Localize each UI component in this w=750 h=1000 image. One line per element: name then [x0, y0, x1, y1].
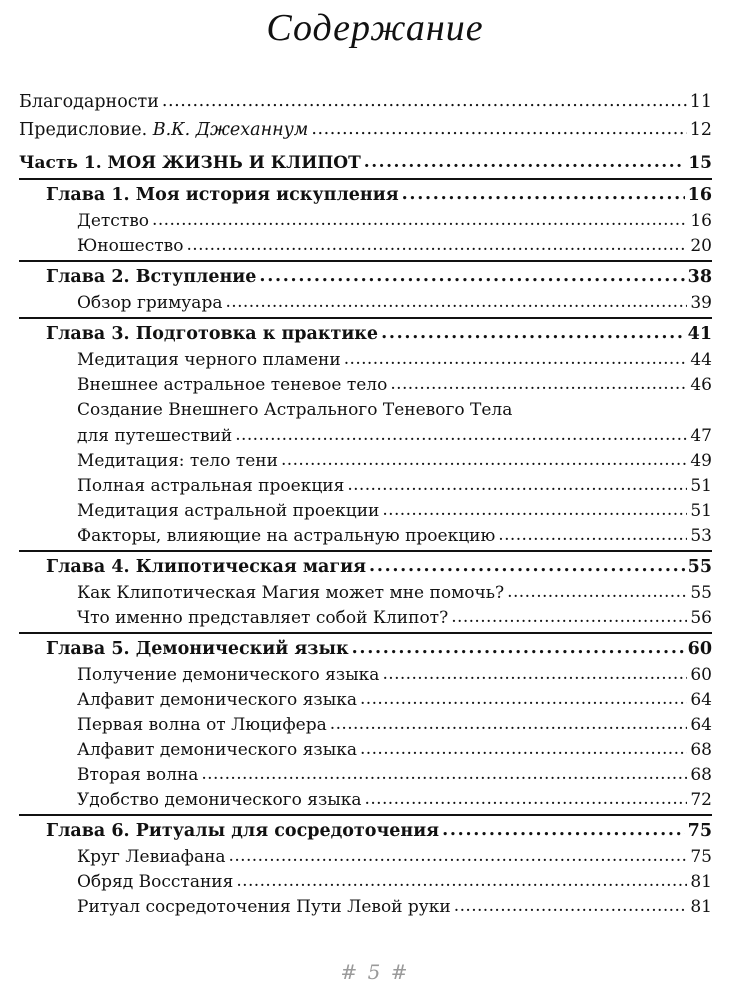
preface-author: В.К. Джеханнум	[152, 120, 309, 140]
toc-page-number: 39	[690, 293, 712, 313]
toc-page-number: 51	[690, 501, 712, 521]
toc-page-number: 75	[690, 847, 712, 867]
toc-chapter-3[interactable]	[19, 317, 712, 349]
toc-section[interactable]	[19, 689, 712, 714]
toc-section[interactable]	[19, 789, 712, 814]
toc-section[interactable]	[19, 896, 712, 921]
dot-leader	[330, 713, 688, 735]
dot-leader	[152, 209, 687, 231]
toc-section-label: Внешнее астральное теневое тело	[77, 375, 388, 395]
toc-page-number: 55	[690, 583, 712, 603]
dot-leader	[442, 815, 685, 845]
toc-page-number: 68	[690, 740, 712, 760]
dot-leader	[236, 870, 687, 892]
toc-chapter-6[interactable]	[19, 814, 712, 846]
dot-leader	[381, 318, 685, 348]
toc-section[interactable]	[19, 292, 712, 317]
toc-section[interactable]	[19, 714, 712, 739]
toc-part-1[interactable]	[19, 148, 712, 178]
dot-leader	[390, 373, 687, 395]
toc-section[interactable]	[19, 582, 712, 607]
toc-section-label: Юношество	[77, 236, 184, 256]
toc-page-number: 11	[689, 92, 712, 112]
toc-section-wrapped-line[interactable]	[19, 399, 712, 425]
toc-page-number: 53	[690, 526, 712, 546]
dot-leader	[201, 763, 687, 785]
toc-section-label: Вторая волна	[77, 765, 199, 785]
toc-page-number: 15	[688, 153, 712, 173]
dot-leader	[235, 424, 687, 446]
dot-leader	[360, 738, 687, 760]
toc-chapter-5[interactable]	[19, 632, 712, 664]
toc-page-number: 64	[690, 690, 712, 710]
dot-leader	[382, 663, 687, 685]
dot-leader	[229, 845, 688, 867]
toc-section[interactable]	[19, 374, 712, 399]
toc-section[interactable]	[19, 846, 712, 871]
toc-section-label: Что именно представляет собой Клипот?	[77, 608, 449, 628]
dot-leader	[369, 551, 685, 581]
table-of-contents	[19, 88, 712, 921]
toc-page-number: 20	[690, 236, 712, 256]
toc-page-number: 56	[690, 608, 712, 628]
toc-section-label: Медитация: тело тени	[77, 451, 278, 471]
dot-leader	[225, 291, 687, 313]
toc-page-number: 12	[689, 120, 712, 140]
toc-section[interactable]	[19, 500, 712, 525]
preface-title: Предисловие.	[19, 120, 153, 140]
toc-section[interactable]	[19, 450, 712, 475]
toc-page-number: 44	[690, 350, 712, 370]
toc-chapter-2[interactable]	[19, 260, 712, 292]
toc-section[interactable]	[19, 210, 712, 235]
toc-page-number: 75	[687, 821, 712, 841]
toc-chapter-1[interactable]	[19, 178, 712, 210]
toc-page-number: 55	[687, 557, 712, 577]
toc-section-label: Полная астральная проекция	[77, 476, 345, 496]
toc-chapter-label: Глава 1. Моя история искупления	[46, 185, 399, 205]
dot-leader	[259, 261, 684, 291]
dot-leader	[402, 179, 685, 209]
dot-leader	[364, 147, 686, 177]
dot-leader	[365, 788, 688, 810]
toc-section[interactable]	[19, 664, 712, 689]
toc-section-label: Факторы, влияющие на астральную проекцию	[77, 526, 496, 546]
toc-chapter-label: Глава 4. Клипотическая магия	[46, 557, 367, 577]
toc-entry-label	[19, 116, 308, 144]
toc-page-number: 81	[690, 897, 712, 917]
toc-section-label: Получение демонического языка	[77, 665, 380, 685]
toc-chapter-label: Глава 6. Ритуалы для сосредоточения	[46, 821, 440, 841]
dot-leader	[162, 87, 687, 115]
dot-leader	[498, 524, 687, 546]
toc-section[interactable]	[19, 764, 712, 789]
toc-section[interactable]	[19, 739, 712, 764]
toc-part-label: Часть 1. МОЯ ЖИЗНЬ И КЛИПОТ	[19, 153, 361, 173]
dot-leader	[451, 606, 687, 628]
toc-page-number: 64	[690, 715, 712, 735]
toc-page-number: 47	[690, 426, 712, 446]
toc-page-number: 16	[687, 185, 712, 205]
toc-section[interactable]	[19, 871, 712, 896]
toc-section-label: Создание Внешнего Астрального Теневого Тела	[77, 400, 513, 420]
toc-page-number: 49	[690, 451, 712, 471]
toc-chapter-label: Глава 5. Демонический язык	[46, 639, 349, 659]
toc-section-label: Обзор гримуара	[77, 293, 223, 313]
toc-section[interactable]	[19, 525, 712, 550]
toc-section-label: Обряд Восстания	[77, 872, 234, 892]
toc-section-label: Детство	[77, 211, 150, 231]
toc-page-number: 38	[687, 267, 712, 287]
dot-leader	[186, 234, 687, 256]
dot-leader	[281, 449, 687, 471]
dot-leader	[360, 688, 687, 710]
dot-leader	[382, 499, 687, 521]
toc-page-number: 51	[690, 476, 712, 496]
toc-page-number: 60	[690, 665, 712, 685]
toc-section-label: Алфавит демонического языка	[77, 740, 357, 760]
dot-leader	[454, 895, 688, 917]
toc-section-label: Удобство демонического языка	[77, 790, 362, 810]
toc-section[interactable]	[19, 475, 712, 500]
toc-section-label: Алфавит демонического языка	[77, 690, 357, 710]
toc-chapter-label: Глава 2. Вступление	[46, 267, 257, 287]
toc-page-number: 81	[690, 872, 712, 892]
toc-section-label: для путешествий	[77, 426, 233, 446]
toc-page-number: 72	[690, 790, 712, 810]
dot-leader	[347, 474, 687, 496]
toc-page-number: 68	[690, 765, 712, 785]
dot-leader	[344, 348, 688, 370]
toc-section[interactable]	[19, 425, 712, 450]
page-number-footer: # 5 #	[340, 960, 410, 984]
dot-leader	[507, 581, 687, 603]
toc-entry-preface[interactable]	[19, 116, 712, 144]
toc-section-label: Медитация астральной проекции	[77, 501, 380, 521]
toc-section-label: Круг Левиафана	[77, 847, 226, 867]
toc-section-label: Первая волна от Люцифера	[77, 715, 327, 735]
toc-entry-acknowledgements[interactable]	[19, 88, 712, 116]
toc-section-label: Медитация черного пламени	[77, 350, 341, 370]
toc-chapter-label: Глава 3. Подготовка к практике	[46, 324, 379, 344]
toc-section[interactable]	[19, 235, 712, 260]
toc-section-label: Ритуал сосредоточения Пути Левой руки	[77, 897, 451, 917]
toc-section[interactable]	[19, 607, 712, 632]
toc-page-number: 60	[687, 639, 712, 659]
dot-leader	[352, 633, 685, 663]
toc-page-number: 41	[687, 324, 712, 344]
toc-section-label: Как Клипотическая Магия может мне помочь?	[77, 583, 505, 603]
toc-entry-label: Благодарности	[19, 92, 159, 112]
toc-section[interactable]	[19, 349, 712, 374]
dot-leader	[311, 115, 686, 143]
toc-page-number: 16	[690, 211, 712, 231]
toc-chapter-4[interactable]	[19, 550, 712, 582]
toc-page-number: 46	[690, 375, 712, 395]
page-title: Содержание	[266, 7, 484, 49]
